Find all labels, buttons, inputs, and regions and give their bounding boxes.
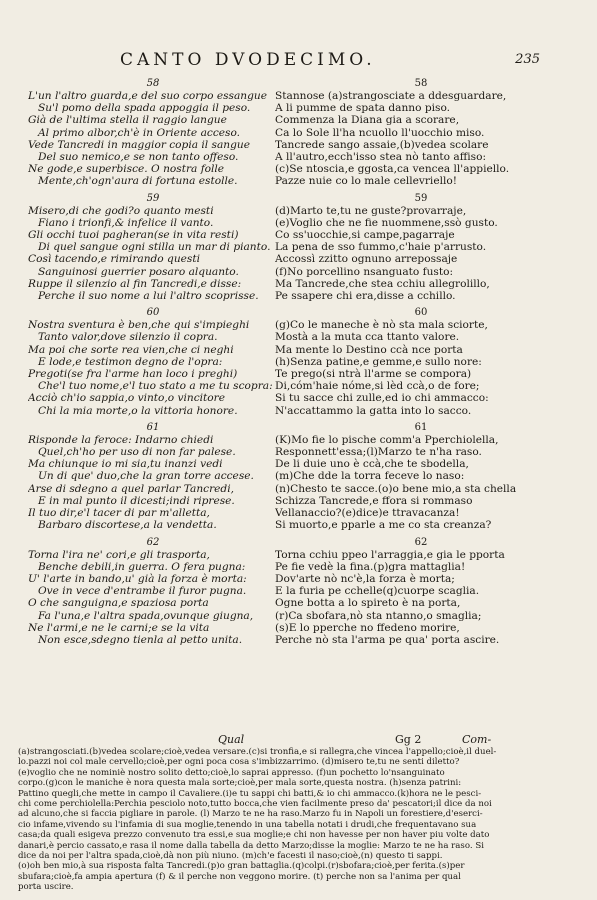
verse-line: (c)Se ntoscia,e ggosta,ca vencea ll'appiello. [275,163,510,176]
verse-line: U' l'arte in bando,u' già la forza è morta: [28,572,247,585]
verse-line: N'accattammo la gatta into lo sacco. [275,404,472,417]
verse-line: Si tu sacce chi zulle,ed io chi ammacco: [275,392,489,405]
verse-line: Mostà a la muta cca ttanto valore. [275,331,460,344]
verse-line: Sanguinosi guerrier posaro alquanto. [38,265,239,278]
verse-line: Co ss'uocchie,si campe,pagarraje [275,229,455,242]
verse-line: (f)No porcellino nsanguato fusto: [275,265,454,278]
italian-verse-column [28,78,278,651]
catchword-right: Com- [462,733,492,746]
stanza-number: 62 [414,536,428,548]
verse-line: Ma Tancrede,che stea cchiu allegrolillo, [275,277,490,290]
verse-line: Torna l'ira ne' cori,e gli trasporta, [28,548,210,561]
stanza-number: 61 [414,421,428,433]
verse-line: Te prego(si ntrà ll'arme se compora) [275,368,472,381]
verse-line: Vellanaccio?(e)dice)e ttravacanza! [275,507,460,520]
verse-line: Su'l pomo della spada appoggia il peso. [38,102,251,115]
verse-line: Pazze nuie co lo male cellevriello! [275,175,458,188]
note-line: casa;da quali esigeva prezzo convenuto tra essi,e sua moglie;e chi non havesse per non haver piu volte dato [18,830,490,841]
verse-line: Perche il suo nome a lui l'altro scoprisse. [38,290,259,303]
verse-line: Si muorto,e pparle a me co sta creanza? [275,519,492,532]
verse-line: Il tuo dir,e'l tacer di par m'alletta, [28,507,210,520]
stanza [28,307,278,417]
stanza [28,78,278,188]
verse-line: Del suo nemico,e se non tanto offeso. [38,151,239,164]
verse-line: Tanto valor,dove silenzio il copra. [38,331,218,344]
verse-line: Chi la mia morte,o la vittoria honore. [38,404,238,417]
verse-line: Ma poi che sorte rea vien,che ci neghi [28,343,234,356]
note-line: (a)strangosciati.(b)vedea scolare;cioè,vedea versare.(c)si tronfia,e si rallegra,che vincea l'appello;cioè,il duel- [18,747,497,757]
stanza [275,537,567,647]
verse-line: De li duie uno è ccà,che te sbodella, [275,458,469,471]
note-line: porta uscire. [18,882,74,893]
verse-line: (d)Marto te,tu ne guste?provarraje, [275,204,467,217]
verse-line: (g)Co le maneche è nò sta mala sciorte, [275,319,488,332]
verse-line: (h)Senza patine,e gemme,e sullo nore: [275,355,482,368]
verse-line: Ca lo Sole ll'ha ncuollo ll'uocchio miso. [275,126,485,139]
verse-line: L'un l'altro guarda,e del suo corpo essangue [28,90,267,102]
stanza [275,422,567,532]
verse-line: Vede Tancredi in maggior copia il sangue [28,138,251,151]
running-title: CANTO DVODECIMO. [120,50,376,70]
note-line: cio infame,vivendo su l'infamia di sua moglie,tenendo in una tabella notati i drudi,che frequentavano sua [18,819,477,830]
verse-line: Ruppe il silenzio al fin Tancredi,e disse: [28,277,242,290]
note-line: sbufara;cioè,fa ampia apertura (f) & il perche non veggono morire. (t) perche non sa l'anima per qual [18,871,461,882]
signature-mark: Gg 2 [395,733,422,746]
page-header [120,50,540,72]
verse-line: Fa l'una,e l'altra spada,ovunque giugna, [38,609,254,622]
stanza-number: 62 [146,536,160,548]
verse-line: Arse di sdegno a quel parlar Tancredi, [28,482,234,495]
stanza [28,537,278,647]
verse-line: Torna cchiu ppeo l'arraggia,e gia le pporta [275,548,505,561]
verse-line: Ne gode,e superbisce. O nostra folle [28,163,225,176]
glossary-notes [18,747,578,893]
verse-line: (s)E lo pperche no ffedeno morire, [275,621,460,634]
verse-line: Pregoti(se fra l'arme han loco i preghi) [28,368,238,381]
verse-line: (r)Ca sbofara,nò sta ntanno,o smaglia; [275,609,482,622]
stanza-number: 58 [414,78,428,89]
verse-line: Nostra sventura è ben,che qui s'impieghi [28,319,250,332]
stanza-number: 61 [146,421,160,433]
verse-line: Stannose (a)strangosciate a ddesguardare, [275,90,507,102]
verse-line: (K)Mo fie lo pische comm'a Pperchiolella, [275,433,499,446]
verse-line: Ove in vece d'entrambe il furor pugna. [38,585,247,598]
note-line: dice da noi per l'altra spada,cioè,dà non più niuno. (m)ch'e facesti il naso;cioè,(n) questo ti sappi. [18,851,443,862]
verse-line: Accossì zzitto ognuno arrepossaje [275,253,458,266]
verse-line: A ll'autro,ecch'isso stea nò tanto affiso: [275,151,487,164]
note-line: lo.pazzi noi col male cervello;cioè,per ogni poca cosa s'imbizzarrimo. (d)misero te,tu ne senti diletto? [18,757,460,768]
note-line: corpo.(g)con le maniche è nora questa mala sorte;cioè,per mala sorte,questa nostra. (h)senza patrini: [18,778,462,789]
verse-line: E la furia pe cchelle(q)cuorpe scaglia. [275,585,480,598]
note-line: (o)oh ben mio,à sua risposta falta Tancredi.(p)o gran battaglia.(q)colpi.(r)sbofara;cioè,per ferita.(s)per [18,861,465,872]
verse-line: Schizza Tancrede,e ffora si rommaso [275,494,473,507]
stanza [275,307,567,417]
verse-line: Quel,ch'ho per uso di non far palese. [38,446,236,459]
stanza-number: 59 [146,192,160,204]
verse-line: E in mal punto il dicesti;indi riprese. [38,494,235,507]
stanza-number: 60 [414,307,428,319]
verse-line: Già de l'ultima stella il raggio langue [28,114,227,127]
verse-line: Acciò ch'io sappia,o vinto,o vincitore [28,392,226,405]
verse-line: O che sanguigna,e spaziosa porta [28,597,209,610]
verse-line: Misero,di che godi?o quanto mesti [28,204,214,217]
verse-line: (e)Voglio che ne fie nuommene,ssò gusto. [275,216,498,229]
stanza [28,422,278,532]
stanza-number: 60 [146,307,160,319]
verse-line: E lode,e testimon degno de l'opra: [38,355,223,368]
verse-line: Ne l'armi,e ne le carni;e se la vita [28,621,210,634]
note-line: chi come perchiolella:Perchia pesciolo noto,tutto bocca,che vien facilmente preso da' pescatori;il dice da noi [18,799,492,810]
verse-line: Pe ssapere chi era,disse a cchillo. [275,290,456,303]
verse-line: Pe fie vedè la fina.(p)gra mattaglia! [275,560,466,573]
stanza [275,193,567,303]
verse-line: Gli occhi tuoi pagheran(se in vita resti) [28,229,239,242]
stanza [275,78,567,188]
verse-line: Un di que' duo,che la gran torre accese. [38,470,254,483]
note-line: ad alcuno,che si faccia pigliare in parole. (l) Marzo te ne ha raso.Marzo fu in Napoli un forestiere,d'eserci- [18,809,483,820]
verse-line: Mente,ch'ogn'aura di fortuna estolle. [38,175,238,188]
verse-line: Dov'arte nò nc'è,la forza è morta; [275,572,455,585]
verse-line: Al primo albor,ch'è in Oriente acceso. [38,126,241,139]
catchword-left: Qual [218,733,245,746]
verse-line: (n)Chesto te sacce.(o)o bene mio,a sta chella [275,482,517,495]
verse-line: Di,cóm'haie nóme,si lèd ccà,o de fore; [275,380,480,393]
verse-line: Risponde la feroce: Indarno chiedi [28,433,214,446]
verse-line: Commenza la Diana gia a scorare, [275,114,460,127]
verse-line: Ogne botta a lo spireto è na porta, [275,597,461,610]
verse-line: Barbaro discortese,a la vendetta. [38,519,217,532]
neapolitan-verse-column [275,78,567,651]
verse-line: Così tacendo,e rimirando questi [28,253,201,266]
stanza-number: 59 [414,192,428,204]
verse-line: Tancrede sango assaie,(b)vedea scolare [275,138,489,151]
verse-line: Ma chiunque io mi sia,tu inanzi vedi [28,458,223,471]
verse-line: Ma mente lo Destino ccà nce porta [275,343,463,356]
verse-line: Perche nò sta l'arma pe qua' porta ascire. [275,633,500,646]
verse-line: Non esce,sdegno tienla al petto unita. [38,633,243,646]
note-line: danari,è percio cassato,e rasa il nome dalla tabella da detto Marzo;disse la moglie: Marzo te ne ha raso. Si [18,840,484,851]
verse-line: Responnett'essa;(l)Marzo te n'ha raso. [275,446,482,459]
verse-line: La pena de sso fummo,c'haie p'arrusto. [275,241,487,254]
verse-line: A li pumme de spata danno piso. [275,102,451,115]
stanza [28,193,278,303]
verse-line: Benche debili,in guerra. O fera pugna: [38,560,246,573]
note-line: (e)voglio che ne nominiè nostro solito detto;cioè,lo saprai appresso. (f)un pochetto lo'nsanguinato [18,767,445,778]
verse-line: Fiano i trionfi,& infelice il vanto. [38,216,214,229]
verse-line: (m)Che dde la torra feceve lo naso: [275,470,465,483]
stanza-number: 58 [146,78,160,89]
page-number: 235 [515,52,540,67]
note-line: Pattino quegli,che mette in campo il Cavaliere.(i)e tu sappi chi batti,& io chi ammacco.(k)hora ne le pesci- [18,788,482,799]
verse-line: Di quel sangue ogni stilla un mar di pianto. [38,241,271,254]
verse-line: Che'l tuo nome,e'l tuo stato a me tu scopra: [38,380,273,393]
